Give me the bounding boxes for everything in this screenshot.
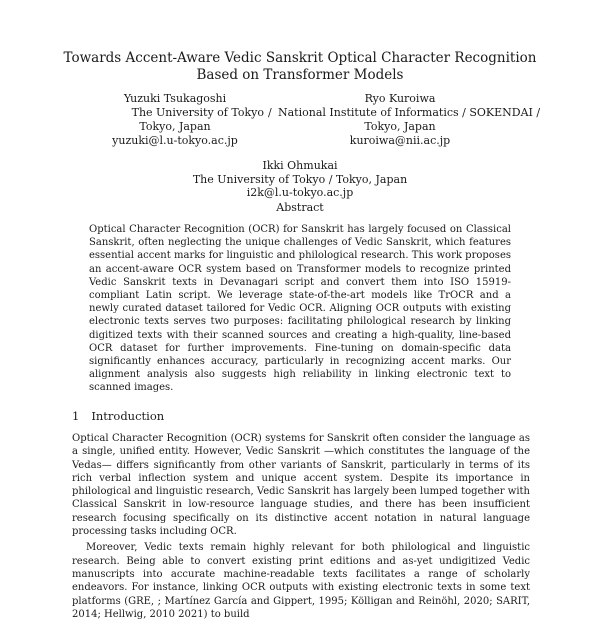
author-name: Yuzuki Tsukagoshi	[123, 92, 227, 105]
author-affiliation: The University of Tokyo / Tokyo, Japan	[192, 172, 408, 186]
abstract-text: Optical Character Recognition (OCR) for Sanskrit has largely focused on Classical Sanskrit, often neglecting the unique challenges of Vedic Sanskrit, which features essential accent marks for linguistic and philological research. This work proposes an accent-aware OCR system based on Transformer models to recognize printed Vedic Sanskrit texts in Devanagari script and convert them into ISO 15919-compliant Latin script. We leverage state-of-the-art models like TrOCR and a newly curated dataset tailored for Vedic OCR. Aligning OCR outputs with existing electronic texts serves two purposes: facilitating philological research by linking digitized texts with their scanned sources and creating a high-quality, line-based OCR dataset for further improvements. Fine-tuning on domain-specific data significantly enhances accuracy, particularly in recognizing accent marks. Our alignment analysis also suggests high reliability in linking electronic text to scanned images.	[89, 224, 511, 394]
author-location-1: Tokyo, Japan	[139, 120, 211, 133]
author-block-1	[100, 92, 250, 106]
author-email: i2k@l.u-tokyo.ac.jp	[246, 186, 354, 199]
section-number: 1	[72, 409, 80, 423]
author-name: Ikki Ohmukai	[262, 159, 338, 172]
paper-title	[0, 50, 600, 84]
author-block-3	[0, 159, 600, 200]
author-location-2: Tokyo, Japan	[364, 120, 436, 133]
author-name: Ryo Kuroiwa	[364, 92, 436, 105]
author-affiliation-1: The University of Tokyo	[131, 106, 264, 119]
section-title: Introduction	[91, 409, 165, 423]
author-affiliation-2: National Institute of Informatics / SOKENDAI /	[278, 106, 541, 119]
paragraph: Optical Character Recognition (OCR) systems for Sanskrit often consider the language as a single, unified entity. However, Vedic Sanskrit —which constitutes the language of the Vedas— differs significantly from other variants of Sanskrit, particularly in terms of its rich verbal inflection system and unique accent system. Despite its importance in philological and linguistic research, Vedic Sanskrit has largely been lumped together with Classical Sanskrit in low-resource language studies, and there has been insufficient research focusing specifically on its distinctive accent notation in natural language processing tasks including OCR.	[72, 433, 530, 538]
abstract-heading: Abstract	[276, 201, 324, 214]
author-email-2: kuroiwa@nii.ac.jp	[349, 134, 451, 147]
paragraph: Moreover, Vedic texts remain highly relevant for both philological and linguistic research. Being able to convert existing print editions and as-yet undigitized Vedic manuscripts into accurate machine-readable texts facilitates a range of scholarly endeavors. For instance, linking OCR outputs with existing electronic texts in some text platforms (GRE, ; Martínez García and Gippert, 1995; Kölligan and Reinöhl, 2020; SARIT, 2014; Hellwig, 2010 2021) to build	[72, 542, 530, 620]
section-heading	[72, 409, 164, 423]
author-email-1: yuzuki@l.u-tokyo.ac.jp	[112, 134, 238, 147]
title-line-2: Based on Transformer Models	[196, 67, 404, 83]
author-block-2	[325, 92, 475, 106]
body-text	[72, 432, 530, 624]
title-line-1: Towards Accent-Aware Vedic Sanskrit Optical Character Recognition	[63, 50, 537, 66]
affiliation-separator: /	[268, 106, 272, 119]
